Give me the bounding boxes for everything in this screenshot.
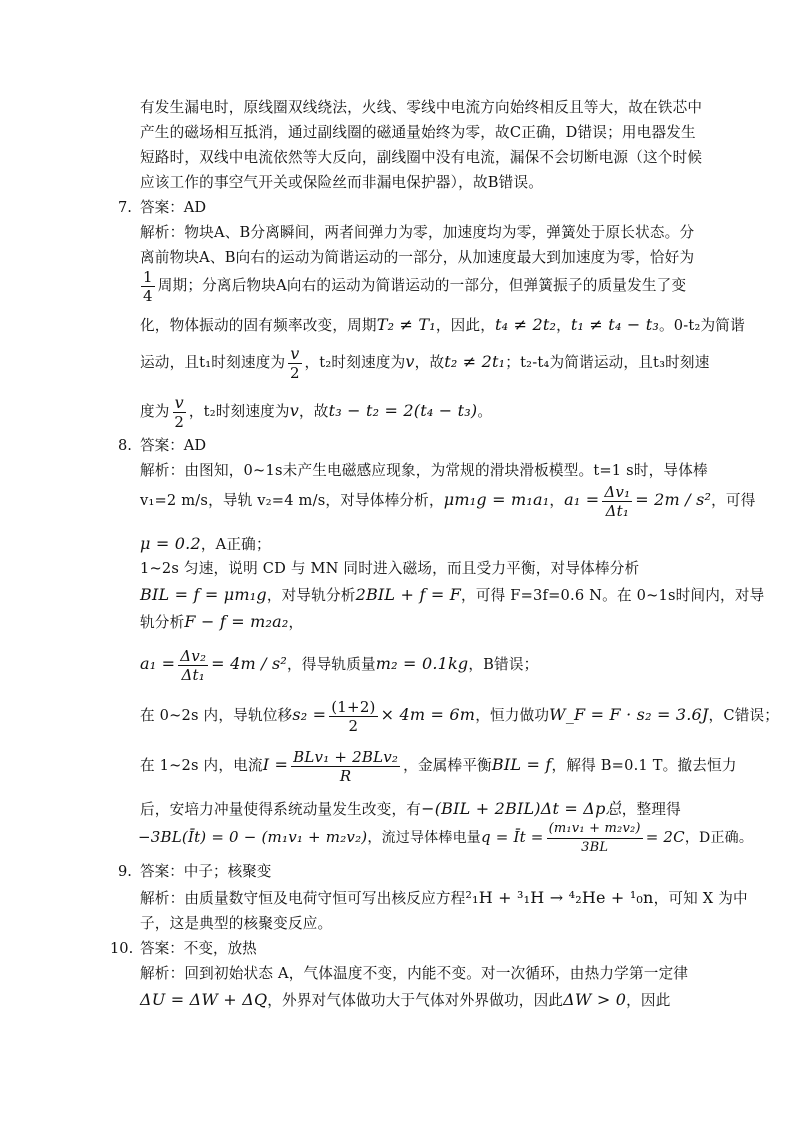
question-number: 7.: [118, 199, 132, 216]
text-line: a₁ = $\frac{\text{Δv₂}}{\text{Δt₁}}$ = 4m / s²，得导轨质量m₂ = 0.1kg，B错误；: [140, 646, 539, 684]
text-line: μ = 0.2，A正确；: [140, 534, 271, 553]
text-line: 解析：由图知，0~1s未产生电磁感应现象，为常规的滑块滑板模型。t=1 s时，导体棒: [140, 462, 708, 479]
text-line: 度为 $\frac{v}{2}$ ，t₂时刻速度为v，故t₃ − t₂ = 2(t₄ − t₃)。: [140, 392, 493, 431]
text-line: 在 1~2s 内，电流I = $\frac{\text{BLv₁ + 2BLv₂}}{R}$ ，金属棒平衡BIL = f，解得 B=0.1 T。撤去恒力: [140, 747, 737, 785]
fraction: $\frac{\text{Δv₂}}{\text{Δt₁}}$: [180, 646, 207, 684]
fraction: $\frac{(1+2)}{2}$: [331, 697, 376, 735]
text-line: 产生的磁场相互抵消，通过副线圈的磁通量始终为零，故C正确，D错误；用电器发生: [140, 124, 696, 141]
text-line: 解析：由质量数守恒及电荷守恒可写出核反应方程²₁H + ³₁H → ⁴₂He + ¹₀n，可知 X 为中: [140, 888, 748, 907]
text-line: 解析：回到初始状态 A，气体温度不变，内能不变。对一次循环，由热力学第一定律: [140, 965, 689, 982]
text-line: 轨分析F − f = m₂a₂，: [140, 612, 304, 631]
fraction: $\frac{v}{2}$: [290, 343, 300, 382]
text-line: 1~2s 匀速，说明 CD 与 MN 同时进入磁场，而且受力平衡，对导体棒分析: [140, 560, 640, 577]
text-line: 离前物块A、B向右的运动为简谐运动的一部分，从加速度最大到加速度为零，恰好为: [140, 249, 695, 266]
text-line: BIL = f = μm₁g，对导轨分析2BIL + f = F，可得 F=3f=0.6 N。在 0~1s时间内，对导: [140, 585, 765, 604]
text-line: 有发生漏电时，原线圈双线绕法，火线、零线中电流方向始终相反且等大，故在铁芯中: [140, 99, 703, 116]
text-line: −3BL(Īt) = 0 − (m₁v₁ + m₂v₂)，流过导体棒电量q = Īt = $\frac{\text{(m₁v₁ + m₂v₂)}}{3BL}$ = 2C，D正确。: [138, 820, 754, 855]
question-number: 8.: [118, 437, 132, 454]
text-line: $\frac{1}{4}$ 周期；分离后物块A向右的运动为简谐运动的一部分，但弹簧振子的质量发生了变: [143, 267, 687, 305]
text-line: v₁=2 m/s，导轨 v₂=4 m/s，对导体棒分析，μm₁g = m₁a₁，a₁ = $\frac{\text{Δv₁}}{\text{Δt₁}}$ = 2m / s²，可得: [140, 482, 756, 520]
fraction: $\frac{\text{Δv₁}}{\text{Δt₁}}$: [604, 482, 631, 520]
text-line: 短路时，双线中电流依然等大反向，副线圈中没有电流，漏保不会切断电源（这个时候: [140, 149, 703, 166]
fraction: $\frac{\text{(m₁v₁ + m₂v₂)}}{3BL}$: [548, 820, 641, 855]
answer-label: 答案：AD: [140, 199, 207, 216]
question-number: 10.: [110, 940, 134, 957]
text-line: ΔU = ΔW + ΔQ，外界对气体做功大于气体对外界做功，因此ΔW > 0，因此: [140, 990, 671, 1009]
fraction: $\frac{\text{BLv₁ + 2BLv₂}}{R}$: [293, 747, 399, 785]
fraction: $\frac{v}{2}$: [174, 392, 185, 431]
answer-label: 答案：不变，放热: [140, 940, 257, 957]
fraction: $\frac{1}{4}$: [143, 267, 153, 305]
text-line: 应该工作的事空气开关或保险丝而非漏电保护器），故B错误。: [140, 174, 544, 191]
answer-label: 答案：中子；核聚变: [140, 863, 272, 880]
text-line: 子，这是典型的核聚变反应。: [140, 915, 333, 932]
text-line: 化，物体振动的固有频率改变，周期T₂ ≠ T₁，因此，t₄ ≠ 2t₂，t₁ ≠ t₄ − t₃。0-t₂为简谐: [140, 315, 745, 334]
answer-label: 答案：AD: [140, 437, 207, 454]
text-line: 解析：物块A、B分离瞬间，两者间弹力为零，加速度均为零，弹簧处于原长状态。分: [140, 224, 695, 241]
text-line: 在 0~2s 内，导轨位移s₂ = $\frac{(1+2)}{2}$ × 4m = 6m，恒力做功W_F = F · s₂ = 3.6J，C错误；: [140, 697, 780, 735]
question-number: 9.: [118, 863, 132, 880]
text-line: 后，安培力冲量使得系统动量发生改变，有−(BIL + 2BIL)Δt = Δp总，整理得: [140, 799, 681, 818]
text-line: 运动，且t₁时刻速度为 $\frac{v}{2}$ ，t₂时刻速度为v，故t₂ ≠ 2t₁；t₂-t₄为简谐运动，且t₃时刻速: [140, 343, 710, 382]
